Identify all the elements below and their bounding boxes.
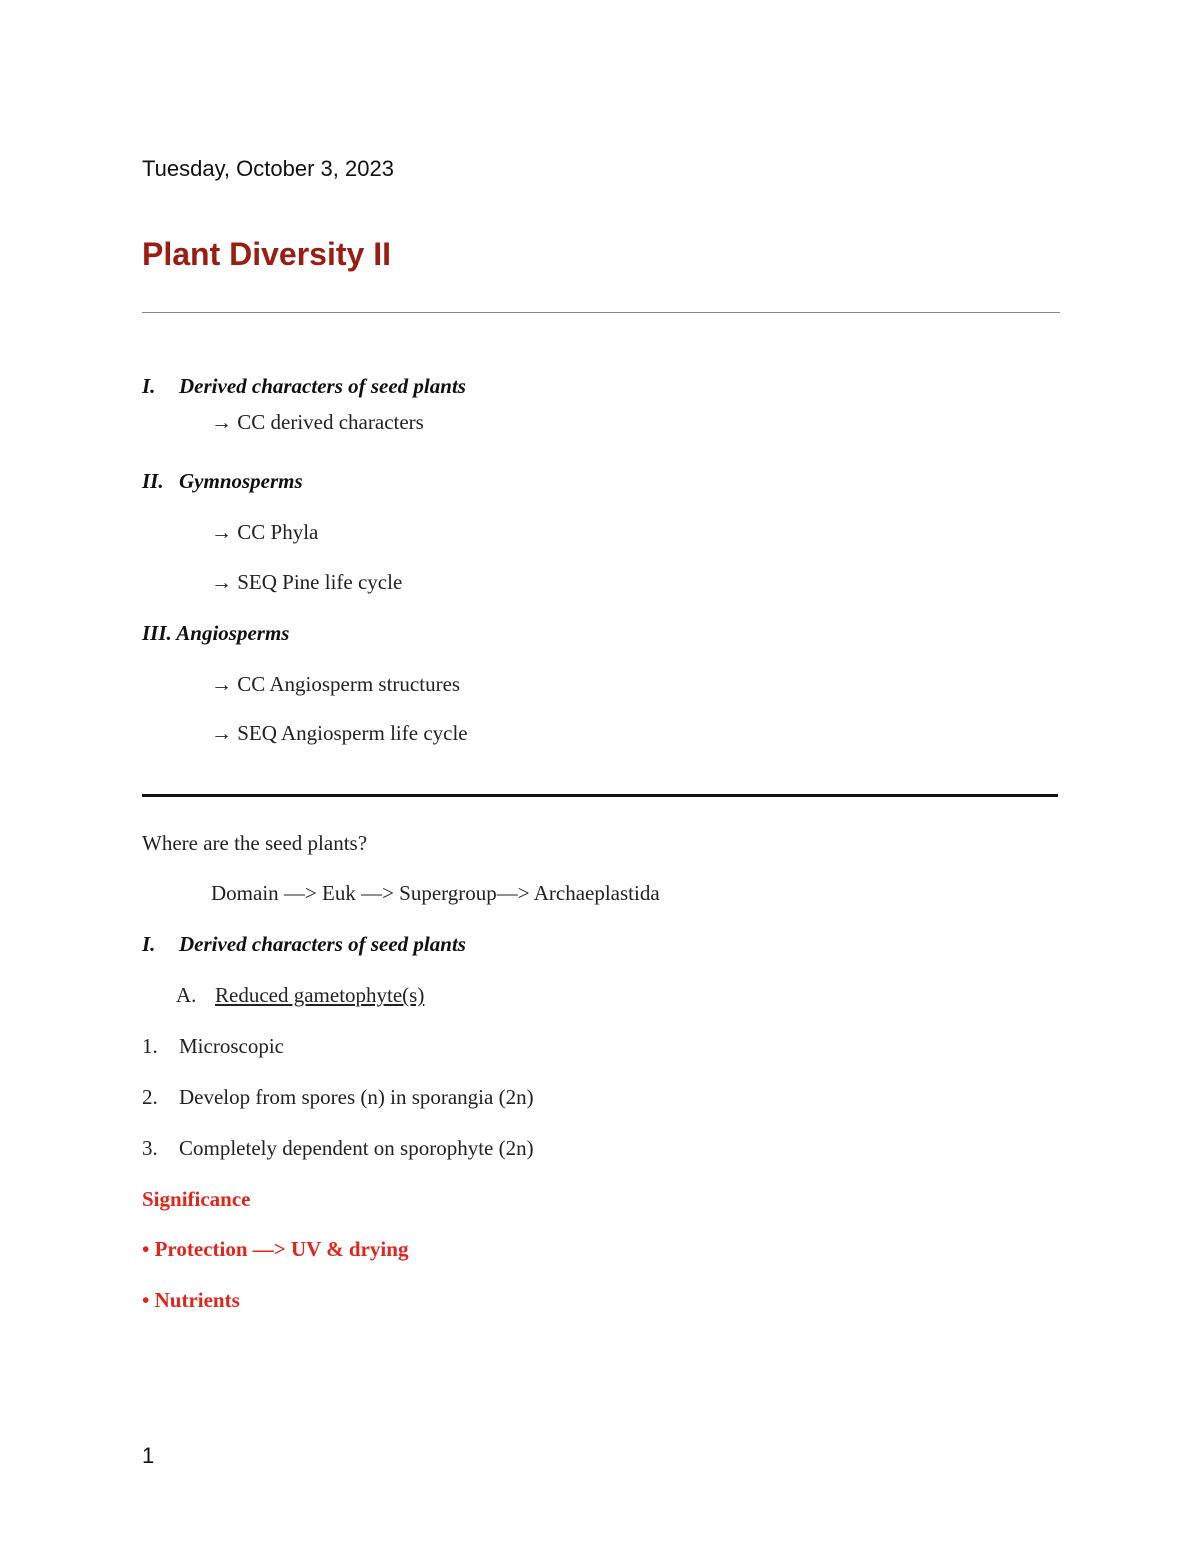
outline-number: I. (142, 374, 156, 398)
subsection-letter: A. (176, 983, 197, 1007)
outline-heading-3 (142, 621, 289, 646)
subsection-title: Reduced gametophyte(s) (215, 983, 425, 1007)
outline-heading-1 (142, 374, 466, 399)
bullet-text: Protection —> UV & drying (154, 1237, 409, 1261)
section-number: I. (142, 932, 156, 956)
question-text: Where are the seed plants? (142, 831, 368, 855)
bullet-icon: • (142, 1288, 150, 1312)
date: Tuesday, October 3, 2023 (142, 156, 394, 181)
outline-title: Angiosperms (176, 621, 290, 645)
subsection-heading (176, 983, 424, 1008)
list-item (142, 1034, 284, 1059)
list-text: Microscopic (179, 1034, 284, 1058)
title-divider (142, 312, 1060, 313)
outline-item: → CC Phyla (211, 520, 319, 544)
section-heading (142, 932, 466, 957)
bullet-icon: • (142, 1237, 150, 1261)
classification-path: Domain —> Euk —> Supergroup—> Archaeplastida (211, 881, 660, 905)
outline-number: III. (142, 621, 172, 645)
outline-item: → CC derived characters (211, 410, 424, 434)
page-number: 1 (142, 1443, 155, 1468)
list-number: 1. (142, 1034, 158, 1058)
outline-item: → CC Angiosperm structures (211, 672, 461, 696)
list-item (142, 1085, 534, 1110)
list-item (142, 1136, 534, 1161)
outline-heading-2 (142, 469, 303, 494)
significance-bullet (142, 1237, 408, 1262)
outline-title: Gymnosperms (179, 469, 303, 493)
bullet-text: Nutrients (154, 1288, 240, 1312)
significance-heading: Significance (142, 1187, 251, 1211)
section-title: Derived characters of seed plants (179, 932, 466, 956)
list-text: Develop from spores (n) in sporangia (2n) (179, 1085, 534, 1109)
outline-item: → SEQ Angiosperm life cycle (211, 721, 468, 745)
outline-number: II. (142, 469, 164, 493)
list-number: 3. (142, 1136, 158, 1160)
outline-item: → SEQ Pine life cycle (211, 570, 403, 594)
list-number: 2. (142, 1085, 158, 1109)
page-title: Plant Diversity II (142, 236, 391, 272)
section-divider (142, 794, 1058, 797)
list-text: Completely dependent on sporophyte (2n) (179, 1136, 534, 1160)
outline-title: Derived characters of seed plants (179, 374, 466, 398)
significance-bullet (142, 1288, 240, 1313)
